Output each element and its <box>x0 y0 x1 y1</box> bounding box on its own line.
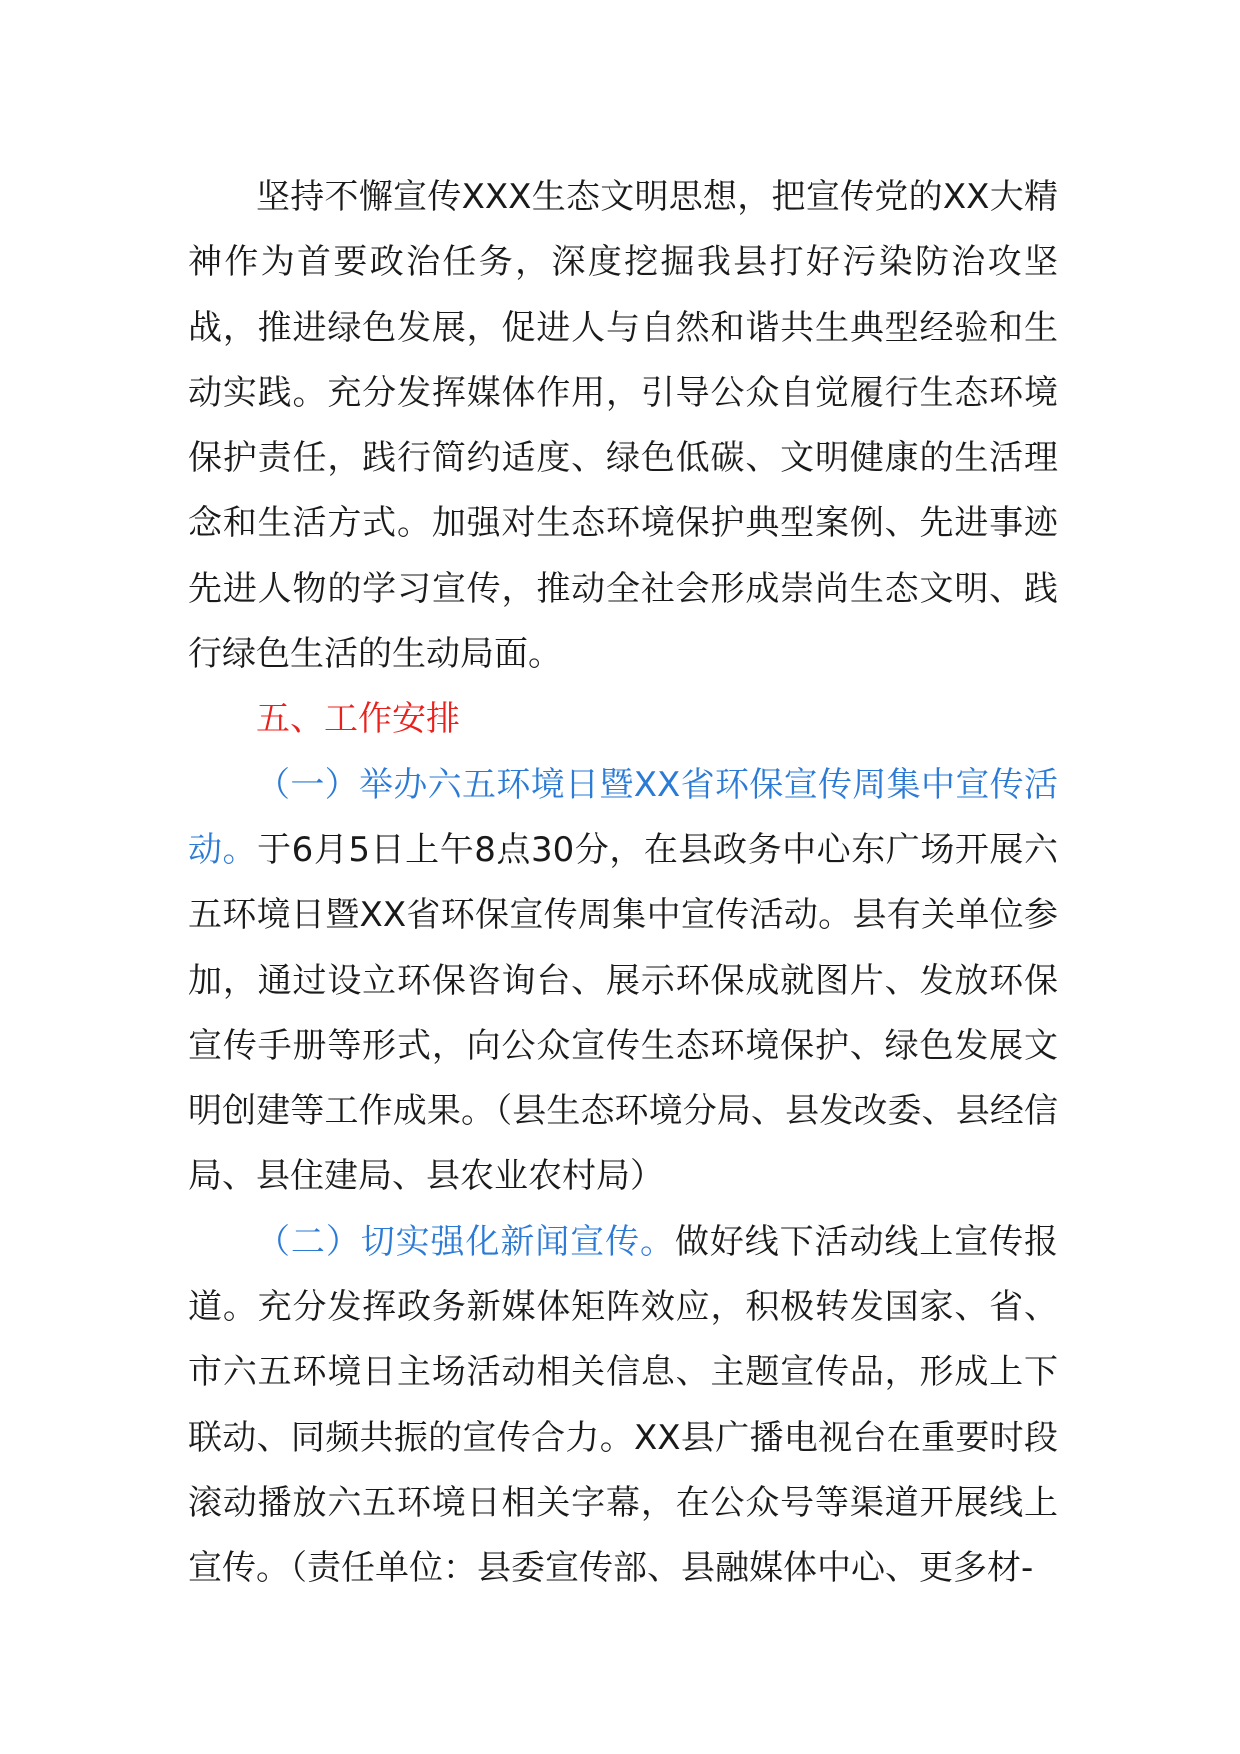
item-2-title: （二）切实强化新闻宣传。 <box>256 1221 675 1262</box>
item-1-title: （一）举办六五环境日暨XX省环保宣传周集中宣传活动。 <box>188 764 1058 870</box>
document-body <box>188 165 1058 1602</box>
item-2-body: 做好线下活动线上宣传报道。充分发挥政务新媒体矩阵效应，积极转发国家、省、市六五环境日主场活动相关信息、主题宣传品，形成上下联动、同频共振的宣传合力。XX县广播电视台在重要时段滚动播放六五环境日相关字幕，在公众号等渠道开展线上宣传。（责任单位：县委宣传部、县融媒体中心、更多材- <box>188 1221 1059 1589</box>
list-item-1 <box>188 753 1058 1210</box>
paragraph-intro: 坚持不懈宣传XXX生态文明思想，把宣传党的XX大精神作为首要政治任务，深度挖掘我县打好污染防治攻坚战，推进绿色发展，促进人与自然和谐共生典型经验和生动实践。充分发挥媒体作用，引导公众自觉履行生态环境保护责任，践行简约适度、绿色低碳、文明健康的生活理念和生活方式。加强对生态环境保护典型案例、先进事迹先进人物的学习宣传，推动全社会形成崇尚生态文明、践行绿色生活的生动局面。 <box>188 177 1058 675</box>
list-item-2 <box>188 1210 1058 1602</box>
section-heading: 五、工作安排 <box>256 699 460 740</box>
item-1-body: 于6月5日上午8点30分，在县政务中心东广场开展六五环境日暨XX省环保宣传周集中宣传活动。县有关单位参加，通过设立环保咨询台、展示环保成就图片、发放环保宣传手册等形式，向公众宣传生态环境保护、绿色发展文明创建等工作成果。（县生态环境分局、县发改委、县经信局、县住建局、县农业农村局） <box>188 829 1058 1197</box>
